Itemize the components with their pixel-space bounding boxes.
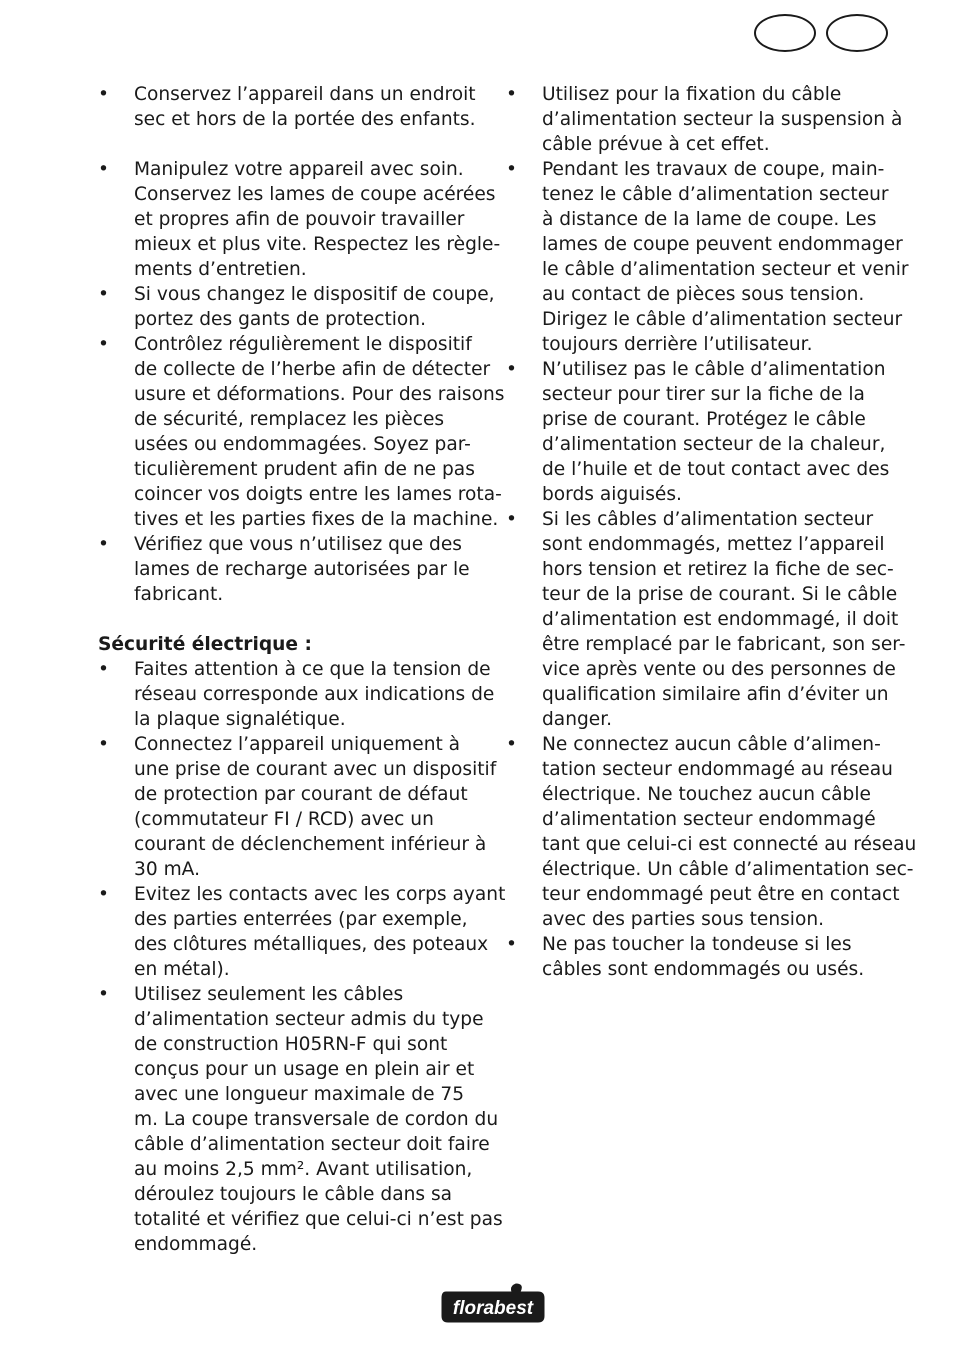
text-line: usure et déformations. Pour des raisons xyxy=(134,384,505,405)
bullet-glyph: • xyxy=(98,284,109,305)
text-line: vice après vente ou des personnes de xyxy=(542,659,896,680)
text-line: Faites attention à ce que la tension de xyxy=(134,659,491,680)
language-badge xyxy=(826,14,888,52)
text-line: courant de déclenchement inférieur à xyxy=(134,834,487,855)
text-line: ments d’entretien. xyxy=(134,259,307,280)
text-line: déroulez toujours le câble dans sa xyxy=(134,1184,453,1205)
text-line: (commutateur FI / RCD) avec un xyxy=(134,809,434,830)
text-line: Conservez les lames de coupe acérées xyxy=(134,184,496,205)
bullet-glyph: • xyxy=(98,159,109,180)
text-line: avec des parties sous tension. xyxy=(542,909,825,930)
bullet-item xyxy=(506,507,906,732)
right-bullet-list xyxy=(506,82,917,982)
text-line: usées ou endommagées. Soyez par- xyxy=(134,434,471,455)
text-line: d’alimentation secteur admis du type xyxy=(134,1009,484,1030)
bullet-glyph: • xyxy=(506,934,517,955)
text-line: Conservez l’appareil dans un endroit xyxy=(134,84,476,105)
text-line: secteur pour tirer sur la fiche de la xyxy=(542,384,865,405)
text-line: à distance de la lame de coupe. Les xyxy=(542,209,877,230)
text-line: câble prévue à cet effet. xyxy=(542,134,770,155)
text-line: Pendant les travaux de coupe, main- xyxy=(542,159,885,180)
text-line: la plaque signalétique. xyxy=(134,709,346,730)
text-line: tation secteur endommagé au réseau xyxy=(542,759,893,780)
bullet-item xyxy=(506,732,917,932)
text-line: teur endommagé peut être en contact xyxy=(542,884,900,905)
bullet-glyph: • xyxy=(506,359,517,380)
text-line: au contact de pièces sous tension. xyxy=(542,284,865,305)
text-line: de protection par courant de défaut xyxy=(134,784,468,805)
text-line: de sécurité, remplacez les pièces xyxy=(134,409,445,430)
text-line: Utilisez seulement les câbles xyxy=(134,984,404,1005)
bullet-glyph: • xyxy=(98,334,109,355)
text-line: ticulièrement prudent afin de ne pas xyxy=(134,459,475,480)
text-line: d’alimentation est endommagé, il doit xyxy=(542,609,899,630)
bullet-item xyxy=(506,82,903,157)
bullet-item xyxy=(98,732,497,882)
bullet-item xyxy=(98,982,503,1257)
bullet-item xyxy=(98,332,505,532)
text-line: électrique. Ne touchez aucun câble xyxy=(542,784,871,805)
bullet-item xyxy=(98,532,488,607)
text-line: de construction H05RN-F qui sont xyxy=(134,1034,448,1055)
text-line: totalité et vérifiez que celui-ci n’est pas xyxy=(134,1209,503,1230)
text-line: Utilisez pour la fixation du câble xyxy=(542,84,842,105)
left-column xyxy=(98,82,506,1257)
text-line: d’alimentation secteur endommagé xyxy=(542,809,876,830)
language-badges xyxy=(754,14,890,54)
bullet-glyph: • xyxy=(98,884,109,905)
text-line: une prise de courant avec un dispositif xyxy=(134,759,497,780)
bullet-item xyxy=(506,357,894,507)
bullet-item xyxy=(98,282,495,332)
section-spacer xyxy=(98,607,488,632)
text-line: N’utilisez pas le câble d’alimentation xyxy=(542,359,886,380)
text-line: tives et les parties fixes de la machine. xyxy=(134,509,499,530)
bullet-glyph: • xyxy=(98,659,109,680)
text-line: câbles sont endommagés ou usés. xyxy=(542,959,865,980)
text-line: conçus pour un usage en plein air et xyxy=(134,1059,475,1080)
text-line: Manipulez votre appareil avec soin. xyxy=(134,159,464,180)
florabest-logo xyxy=(438,1282,548,1326)
text-line: lames de coupe peuvent endommager xyxy=(542,234,903,255)
text-line: Contrôlez régulièrement le dispositif xyxy=(134,334,472,355)
text-line: d’alimentation secteur la suspension à xyxy=(542,109,903,130)
text-line: teur de la prise de courant. Si le câble xyxy=(542,584,898,605)
text-line: danger. xyxy=(542,709,613,730)
language-badge xyxy=(754,14,816,52)
text-line: d’alimentation secteur de la chaleur, xyxy=(542,434,886,455)
text-line: Ne connectez aucun câble d’alimen- xyxy=(542,734,881,755)
bullet-glyph: • xyxy=(506,84,517,105)
text-line: tant que celui-ci est connecté au réseau xyxy=(542,834,917,855)
electrical-safety-bullet-list xyxy=(98,657,506,1257)
bullet-glyph: • xyxy=(98,984,109,1005)
bullet-glyph: • xyxy=(98,534,109,555)
text-line: coincer vos doigts entre les lames rota- xyxy=(134,484,502,505)
text-line: Connectez l’appareil uniquement à xyxy=(134,734,461,755)
section-heading-electrical-safety: Sécurité électrique : xyxy=(98,634,312,655)
text-line: au moins 2,5 mm². Avant utilisation, xyxy=(134,1159,473,1180)
text-line: de l’huile et de tout contact avec des xyxy=(542,459,890,480)
text-line: câble d’alimentation secteur doit faire xyxy=(134,1134,490,1155)
bullet-glyph: • xyxy=(506,734,517,755)
text-line: bords aiguisés. xyxy=(542,484,682,505)
text-line: Evitez les contacts avec les corps ayant xyxy=(134,884,506,905)
bullet-item xyxy=(98,82,488,132)
text-line: sont endommagés, mettez l’appareil xyxy=(542,534,885,555)
text-line: des clôtures métalliques, des poteaux xyxy=(134,934,489,955)
text-line: toujours derrière l’utilisateur. xyxy=(542,334,813,355)
bullet-item xyxy=(506,932,894,982)
text-line: Si les câbles d’alimentation secteur xyxy=(542,509,874,530)
text-line: hors tension et retirez la fiche de sec- xyxy=(542,559,894,580)
text-line: portez des gants de protection. xyxy=(134,309,426,330)
text-line: prise de courant. Protégez le câble xyxy=(542,409,866,430)
bullet-glyph: • xyxy=(98,734,109,755)
text-line: Ne pas toucher la tondeuse si les xyxy=(542,934,852,955)
text-line: m. La coupe transversale de cordon du xyxy=(134,1109,499,1130)
bullet-item xyxy=(506,157,909,357)
text-line: lames de recharge autorisées par le xyxy=(134,559,470,580)
paragraph-spacer xyxy=(98,132,488,157)
text-line: le câble d’alimentation secteur et venir xyxy=(542,259,909,280)
text-line: et propres afin de pouvoir travailler xyxy=(134,209,465,230)
bullet-item xyxy=(98,882,506,982)
bullet-item xyxy=(98,157,501,282)
text-line: Vérifiez que vous n’utilisez que des xyxy=(134,534,462,555)
text-line: Si vous changez le dispositif de coupe, xyxy=(134,284,495,305)
text-line: électrique. Un câble d’alimentation sec- xyxy=(542,859,914,880)
text-line: en métal). xyxy=(134,959,230,980)
left-bullet-list xyxy=(98,82,505,607)
text-line: fabricant. xyxy=(134,584,224,605)
text-line: qualification similaire afin d’éviter un xyxy=(542,684,889,705)
bullet-glyph: • xyxy=(98,84,109,105)
text-line: 30 mA. xyxy=(134,859,200,880)
right-column xyxy=(506,82,917,982)
bullet-glyph: • xyxy=(506,509,517,530)
logo-text: florabest xyxy=(452,1298,534,1319)
text-line: sec et hors de la portée des enfants. xyxy=(134,109,476,130)
bullet-glyph: • xyxy=(506,159,517,180)
bullet-item xyxy=(98,657,495,732)
text-line: des parties enterrées (par exemple, xyxy=(134,909,468,930)
text-line: endommagé. xyxy=(134,1234,258,1255)
text-line: avec une longueur maximale de 75 xyxy=(134,1084,465,1105)
text-line: réseau corresponde aux indications de xyxy=(134,684,495,705)
text-line: tenez le câble d’alimentation secteur xyxy=(542,184,889,205)
text-line: Dirigez le câble d’alimentation secteur xyxy=(542,309,903,330)
text-line: de collecte de l’herbe afin de détecter xyxy=(134,359,491,380)
text-line: être remplacé par le fabricant, son ser- xyxy=(542,634,906,655)
text-line: mieux et plus vite. Respectez les règle- xyxy=(134,234,501,255)
